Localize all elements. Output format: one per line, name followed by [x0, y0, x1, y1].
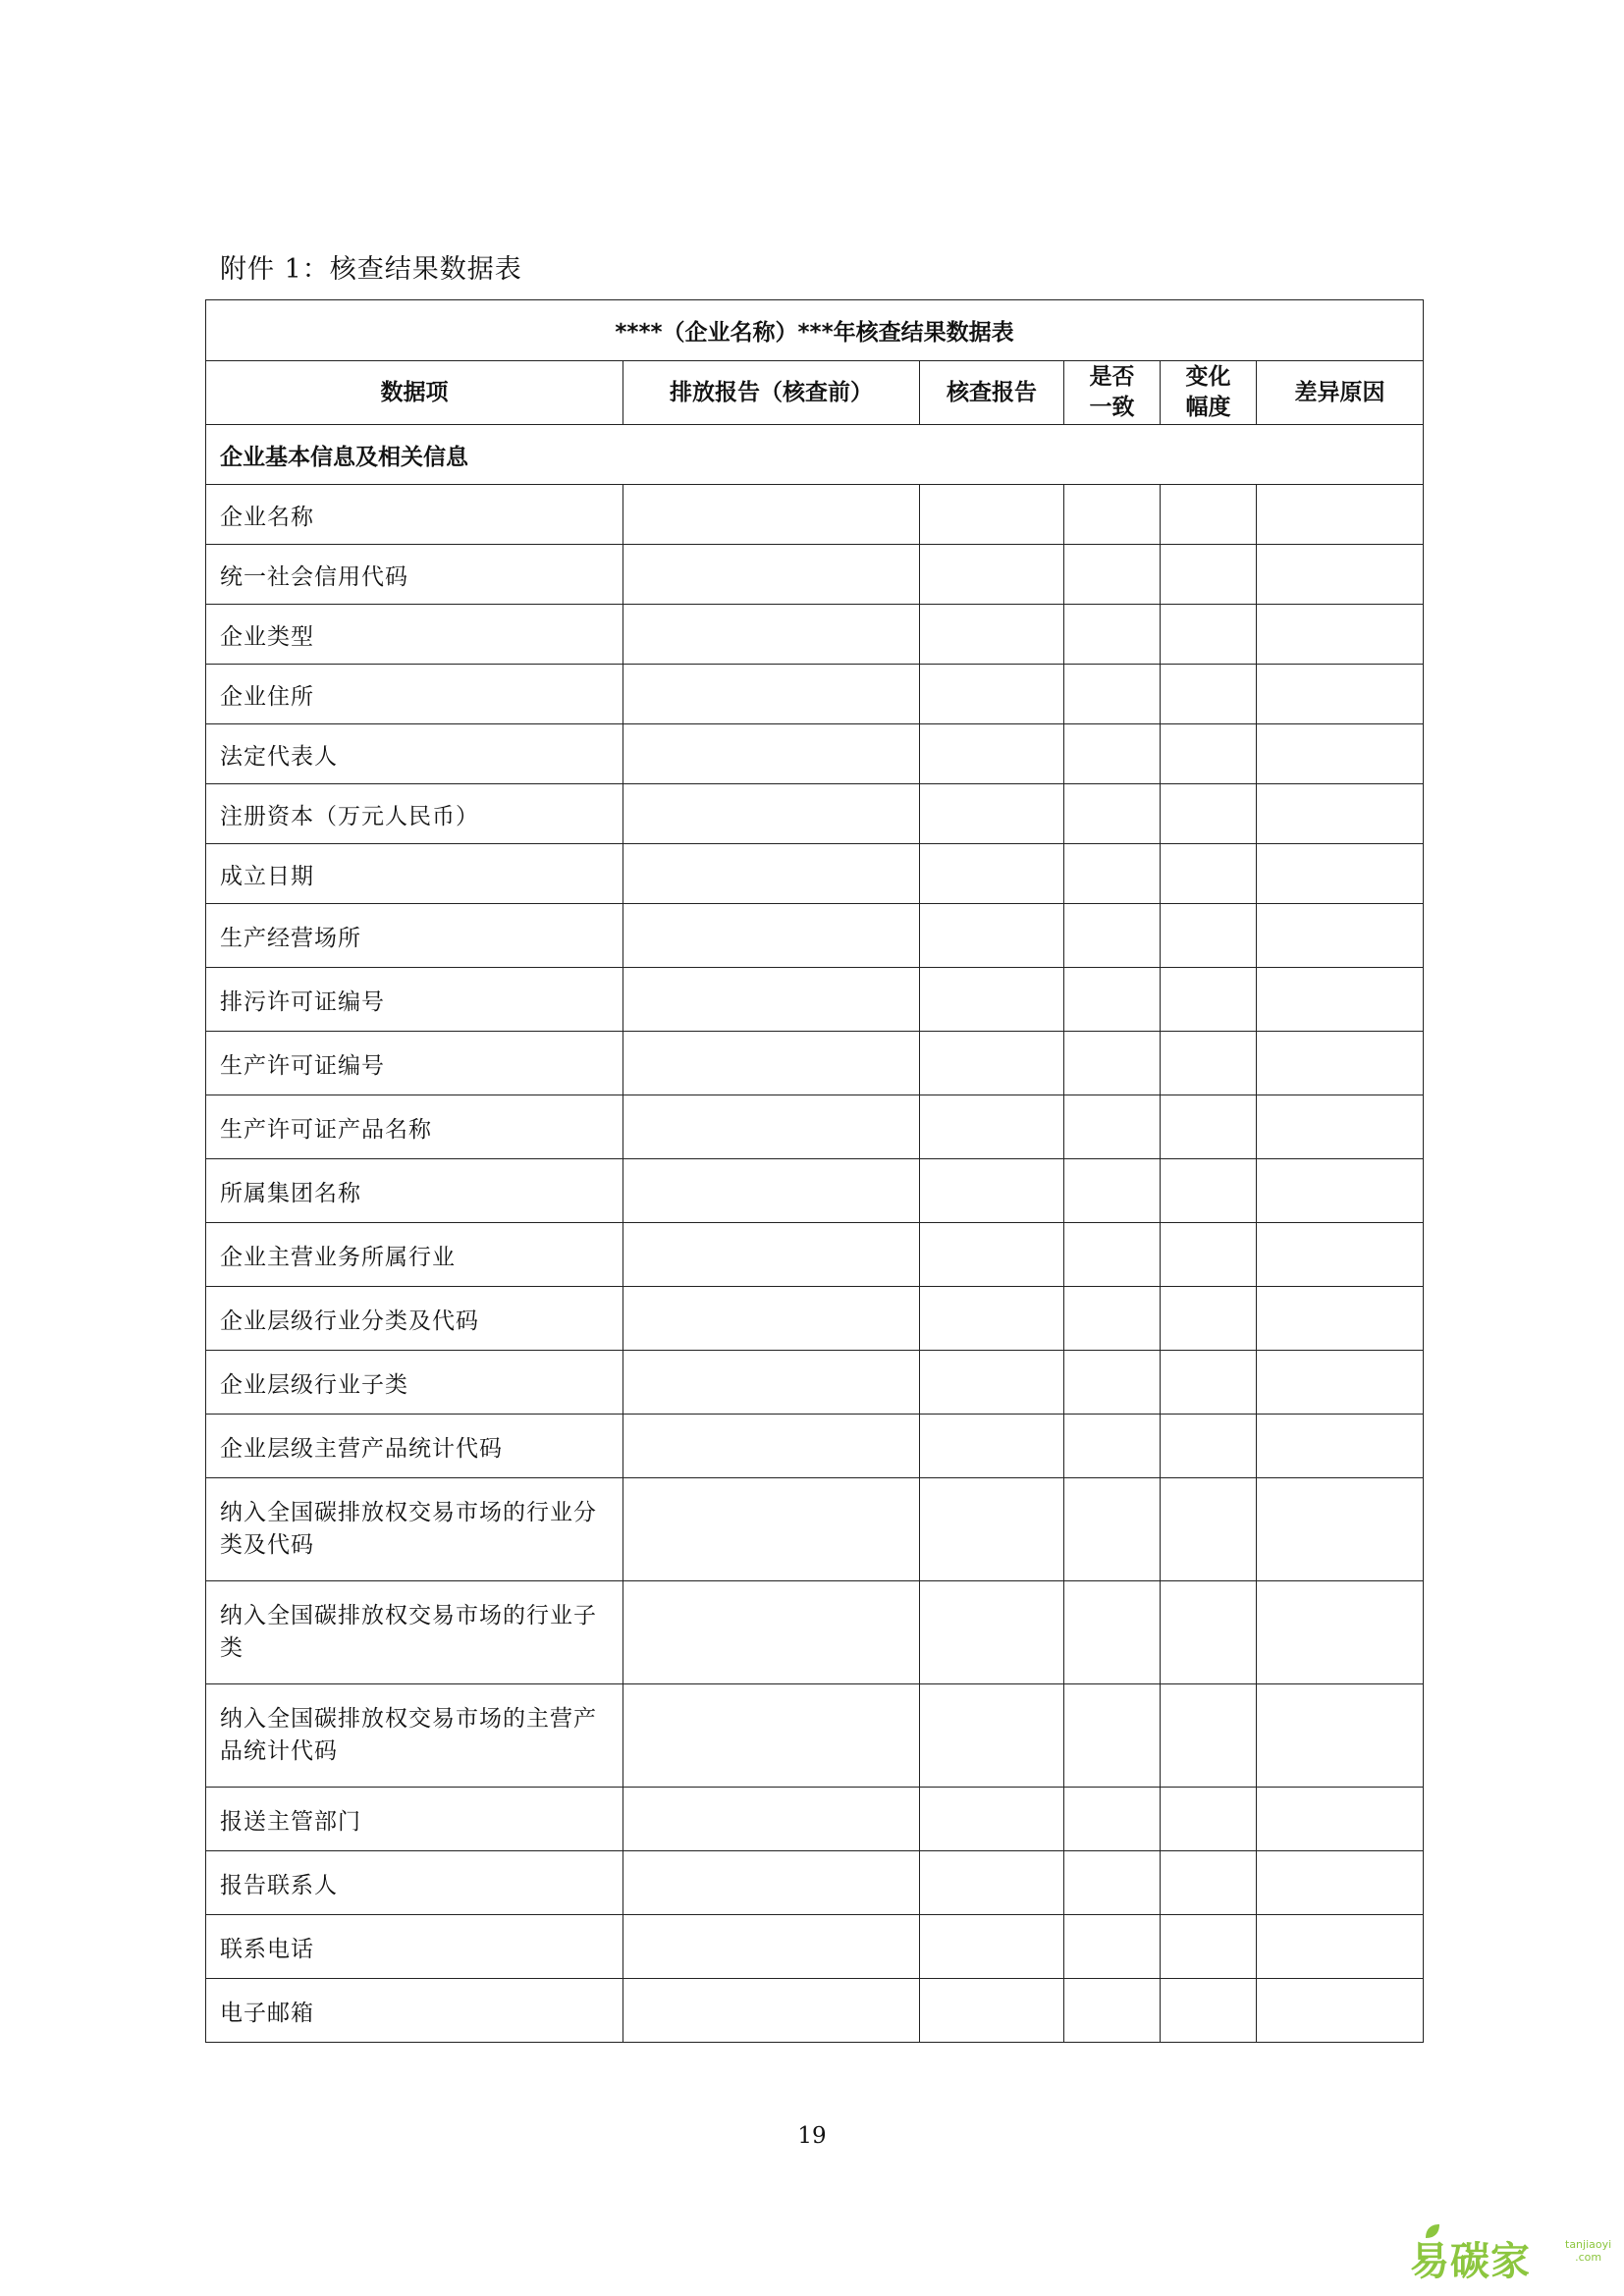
row-label: 企业主营业务所属行业 [206, 1223, 623, 1287]
table-row [206, 605, 1424, 665]
cell-verification-report [920, 724, 1064, 784]
cell-consistent [1064, 545, 1161, 605]
cell-verification-report [920, 1788, 1064, 1851]
table-row [206, 1851, 1424, 1915]
cell-difference-reason [1257, 724, 1424, 784]
header-emission-report: 排放报告（核查前） [623, 361, 920, 425]
cell-difference-reason [1257, 1979, 1424, 2043]
table-row [206, 1351, 1424, 1415]
cell-change [1161, 1095, 1257, 1159]
cell-difference-reason [1257, 1159, 1424, 1223]
row-label: 企业名称 [206, 485, 623, 545]
cell-verification-report [920, 1581, 1064, 1684]
cell-difference-reason [1257, 1788, 1424, 1851]
header-data-item: 数据项 [206, 361, 623, 425]
cell-emission-report [623, 1032, 920, 1095]
cell-emission-report [623, 1581, 920, 1684]
cell-change [1161, 1159, 1257, 1223]
table-row [206, 1159, 1424, 1223]
cell-change [1161, 1979, 1257, 2043]
cell-change [1161, 784, 1257, 844]
cell-consistent [1064, 605, 1161, 665]
cell-emission-report [623, 1979, 920, 2043]
cell-difference-reason [1257, 904, 1424, 968]
cell-change [1161, 724, 1257, 784]
cell-verification-report [920, 1915, 1064, 1979]
cell-difference-reason [1257, 485, 1424, 545]
cell-consistent [1064, 1581, 1161, 1684]
verification-results-table [205, 299, 1424, 2043]
table-row [206, 485, 1424, 545]
cell-change [1161, 1851, 1257, 1915]
cell-consistent [1064, 1851, 1161, 1915]
attachment-caption: 附件 1：核查结果数据表 [220, 254, 522, 285]
cell-emission-report [623, 1478, 920, 1581]
row-label: 企业层级行业分类及代码 [206, 1287, 623, 1351]
watermark-logo [1410, 2230, 1616, 2287]
table-row [206, 665, 1424, 724]
cell-difference-reason [1257, 1915, 1424, 1979]
cell-consistent [1064, 1351, 1161, 1415]
row-label: 生产许可证编号 [206, 1032, 623, 1095]
cell-verification-report [920, 784, 1064, 844]
cell-emission-report [623, 784, 920, 844]
cell-verification-report [920, 1159, 1064, 1223]
cell-emission-report [623, 1159, 920, 1223]
cell-difference-reason [1257, 1478, 1424, 1581]
cell-emission-report [623, 844, 920, 904]
cell-change [1161, 1915, 1257, 1979]
row-label: 纳入全国碳排放权交易市场的主营产品统计代码 [206, 1684, 623, 1788]
row-label: 纳入全国碳排放权交易市场的行业分类及代码 [206, 1478, 623, 1581]
cell-difference-reason [1257, 1095, 1424, 1159]
cell-consistent [1064, 1478, 1161, 1581]
header-verification-report: 核查报告 [920, 361, 1064, 425]
cell-change [1161, 485, 1257, 545]
cell-emission-report [623, 1851, 920, 1915]
cell-consistent [1064, 1684, 1161, 1788]
cell-change [1161, 968, 1257, 1032]
row-label: 企业住所 [206, 665, 623, 724]
row-label: 联系电话 [206, 1915, 623, 1979]
section-title: 企业基本信息及相关信息 [206, 425, 1424, 485]
table-row [206, 1915, 1424, 1979]
cell-verification-report [920, 545, 1064, 605]
cell-verification-report [920, 1979, 1064, 2043]
header-change [1161, 361, 1257, 425]
cell-difference-reason [1257, 605, 1424, 665]
cell-verification-report [920, 1223, 1064, 1287]
cell-consistent [1064, 1788, 1161, 1851]
watermark-domain [1565, 2238, 1611, 2264]
table-row [206, 904, 1424, 968]
cell-verification-report [920, 1032, 1064, 1095]
cell-emission-report [623, 968, 920, 1032]
row-label: 企业类型 [206, 605, 623, 665]
cell-change [1161, 1478, 1257, 1581]
cell-verification-report [920, 1415, 1064, 1478]
cell-emission-report [623, 1351, 920, 1415]
row-label: 报送主管部门 [206, 1788, 623, 1851]
row-label: 报告联系人 [206, 1851, 623, 1915]
cell-consistent [1064, 844, 1161, 904]
cell-emission-report [623, 724, 920, 784]
cell-emission-report [623, 904, 920, 968]
cell-change [1161, 1032, 1257, 1095]
cell-consistent [1064, 1979, 1161, 2043]
cell-difference-reason [1257, 968, 1424, 1032]
row-label: 生产许可证产品名称 [206, 1095, 623, 1159]
cell-change [1161, 1415, 1257, 1478]
cell-change [1161, 904, 1257, 968]
table-row [206, 1032, 1424, 1095]
cell-consistent [1064, 1159, 1161, 1223]
table-row [206, 724, 1424, 784]
cell-change [1161, 1684, 1257, 1788]
cell-change [1161, 1581, 1257, 1684]
cell-change [1161, 844, 1257, 904]
cell-verification-report [920, 1478, 1064, 1581]
cell-emission-report [623, 1095, 920, 1159]
page-number: 19 [797, 2123, 827, 2149]
row-label: 注册资本（万元人民币） [206, 784, 623, 844]
table-header-row [206, 361, 1424, 425]
cell-verification-report [920, 605, 1064, 665]
cell-consistent [1064, 1223, 1161, 1287]
cell-change [1161, 545, 1257, 605]
table-row [206, 1287, 1424, 1351]
row-label: 统一社会信用代码 [206, 545, 623, 605]
cell-change [1161, 1351, 1257, 1415]
cell-consistent [1064, 485, 1161, 545]
row-label: 成立日期 [206, 844, 623, 904]
cell-verification-report [920, 844, 1064, 904]
cell-verification-report [920, 665, 1064, 724]
cell-emission-report [623, 1684, 920, 1788]
cell-change [1161, 1788, 1257, 1851]
cell-consistent [1064, 968, 1161, 1032]
table-row [206, 1684, 1424, 1788]
header-consistent-line1: 是否 [1089, 364, 1135, 390]
cell-consistent [1064, 904, 1161, 968]
cell-consistent [1064, 1095, 1161, 1159]
row-label: 法定代表人 [206, 724, 623, 784]
cell-consistent [1064, 665, 1161, 724]
cell-difference-reason [1257, 844, 1424, 904]
cell-emission-report [623, 1915, 920, 1979]
table-row [206, 1979, 1424, 2043]
cell-difference-reason [1257, 1581, 1424, 1684]
cell-emission-report [623, 605, 920, 665]
header-change-line1: 变化 [1185, 364, 1231, 390]
row-label: 电子邮箱 [206, 1979, 623, 2043]
cell-difference-reason [1257, 545, 1424, 605]
cell-consistent [1064, 724, 1161, 784]
table-title: ****（企业名称）***年核查结果数据表 [206, 300, 1424, 361]
cell-emission-report [623, 545, 920, 605]
table-title-row [206, 300, 1424, 361]
cell-consistent [1064, 1415, 1161, 1478]
cell-difference-reason [1257, 1032, 1424, 1095]
header-consistent [1064, 361, 1161, 425]
row-label: 所属集团名称 [206, 1159, 623, 1223]
cell-verification-report [920, 485, 1064, 545]
cell-difference-reason [1257, 1223, 1424, 1287]
table-row [206, 1788, 1424, 1851]
cell-emission-report [623, 485, 920, 545]
table-row [206, 1581, 1424, 1684]
table-row [206, 784, 1424, 844]
cell-difference-reason [1257, 665, 1424, 724]
table-row [206, 1415, 1424, 1478]
cell-difference-reason [1257, 1851, 1424, 1915]
cell-verification-report [920, 1095, 1064, 1159]
cell-consistent [1064, 1032, 1161, 1095]
cell-emission-report [623, 1788, 920, 1851]
cell-emission-report [623, 1287, 920, 1351]
header-difference-reason: 差异原因 [1257, 361, 1424, 425]
cell-consistent [1064, 1915, 1161, 1979]
row-label: 纳入全国碳排放权交易市场的行业子类 [206, 1581, 623, 1684]
cell-change [1161, 665, 1257, 724]
watermark-domain-line1: tanjiaoyi [1565, 2238, 1612, 2251]
table-row [206, 1223, 1424, 1287]
table-row [206, 968, 1424, 1032]
cell-emission-report [623, 1223, 920, 1287]
data-rows [206, 485, 1424, 2043]
row-label: 排污许可证编号 [206, 968, 623, 1032]
cell-difference-reason [1257, 1287, 1424, 1351]
row-label: 企业层级主营产品统计代码 [206, 1415, 623, 1478]
cell-consistent [1064, 784, 1161, 844]
cell-change [1161, 1223, 1257, 1287]
cell-difference-reason [1257, 1351, 1424, 1415]
cell-verification-report [920, 1351, 1064, 1415]
cell-verification-report [920, 1684, 1064, 1788]
table-row [206, 844, 1424, 904]
row-label: 生产经营场所 [206, 904, 623, 968]
table-row [206, 545, 1424, 605]
cell-verification-report [920, 904, 1064, 968]
row-label: 企业层级行业子类 [206, 1351, 623, 1415]
table-row [206, 1095, 1424, 1159]
cell-difference-reason [1257, 1684, 1424, 1788]
watermark-text: 易碳家 [1410, 2239, 1531, 2284]
cell-difference-reason [1257, 784, 1424, 844]
cell-emission-report [623, 665, 920, 724]
watermark-domain-line2: .com [1575, 2251, 1602, 2264]
cell-emission-report [623, 1415, 920, 1478]
cell-difference-reason [1257, 1415, 1424, 1478]
cell-consistent [1064, 1287, 1161, 1351]
table-row [206, 1478, 1424, 1581]
header-change-line2: 幅度 [1185, 395, 1231, 420]
cell-verification-report [920, 1851, 1064, 1915]
section-row [206, 425, 1424, 485]
header-consistent-line2: 一致 [1089, 395, 1135, 420]
cell-change [1161, 1287, 1257, 1351]
cell-change [1161, 605, 1257, 665]
cell-verification-report [920, 1287, 1064, 1351]
cell-verification-report [920, 968, 1064, 1032]
